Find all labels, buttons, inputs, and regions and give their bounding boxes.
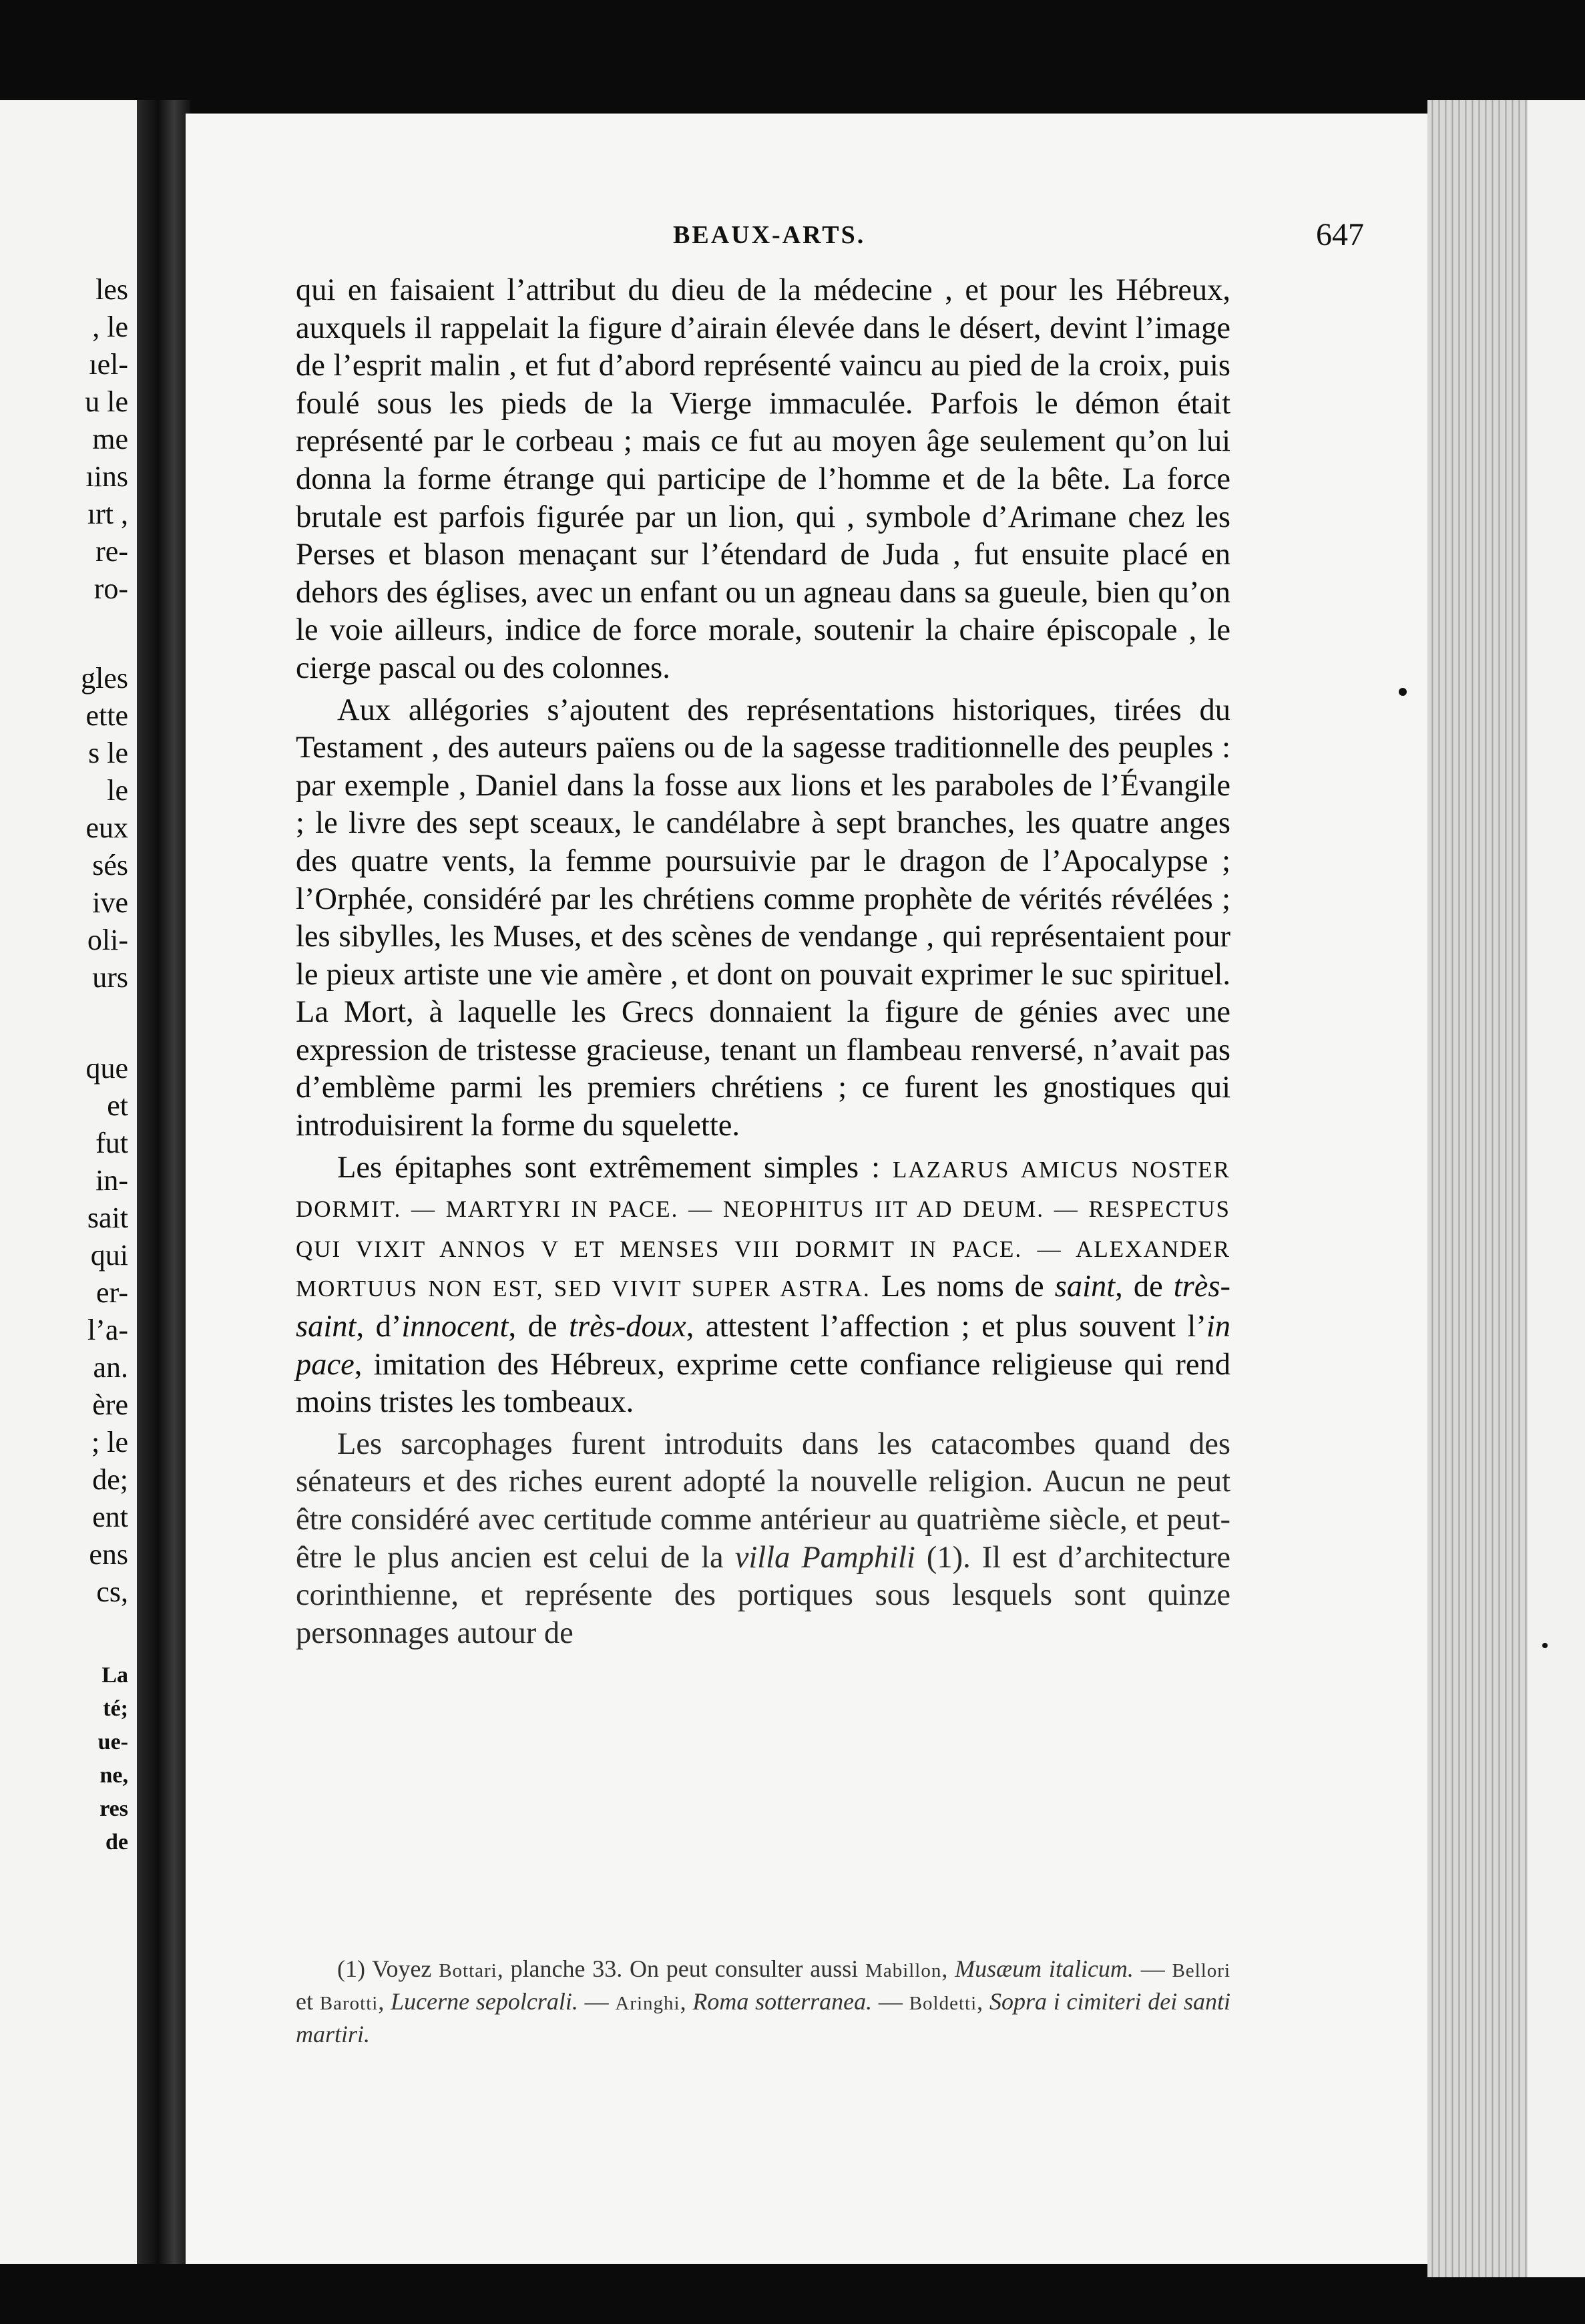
- left-line: me: [92, 423, 128, 455]
- footnote-title: Lucerne sepolcrali.: [391, 1988, 578, 2015]
- left-line: s le: [88, 737, 128, 769]
- footnote-text: (1) Voyez: [337, 1955, 439, 1982]
- left-line: eux: [85, 811, 128, 844]
- page-header: [186, 217, 1427, 260]
- left-line: ive: [92, 886, 128, 919]
- footnote-text: , planche 33. On peut consulter aussi: [497, 1955, 866, 1982]
- left-line: res: [99, 1796, 128, 1821]
- left-line: oli-: [87, 924, 128, 956]
- italic-term: villa Pamphili: [734, 1540, 915, 1575]
- scan-speck: [1542, 1643, 1548, 1648]
- footnote-author: Boldetti: [909, 1993, 977, 2014]
- left-line: de;: [92, 1463, 128, 1496]
- left-line: re-: [95, 535, 128, 568]
- left-line: er-: [96, 1276, 128, 1309]
- page-number: 647: [1316, 217, 1364, 252]
- left-page-fragment: [0, 100, 147, 2264]
- left-line: sés: [92, 849, 128, 882]
- left-line: ue-: [97, 1730, 128, 1754]
- left-line: sait: [87, 1201, 128, 1234]
- paragraph-text: Aux allégories s’ajoutent des représentations historiques, tirées du Testament , des auteurs païens ou de la sagesse traditionnelle des peuples : par exemple , Daniel dans la fosse aux lions et les paraboles de l’Évangile ; le livre des sept sceaux, le candélabre à sept branches, les quatre anges des quatre vents, la femme poursuivie par le dragon de l’Apocalypse ; l’Orphée, considéré par les chrétiens comme prophète de vérités révélées ; les sibylles, les Muses, et des scènes de vendange , qui représentaient pour le pieux artiste une vie amère , et dont on pouvait exprimer le suc spirituel. La Mort, à laquelle les Grecs donnaient la figure de génies avec une expression de tristesse gracieuse, tenant un flambeau renversé, n’avait pas d’emblème parmi les premiers chrétiens ; ce furent les gnostiques qui introduisirent la forme du squelette.: [296, 693, 1230, 1143]
- footnote-text: ,: [680, 1988, 693, 2015]
- epitaph: — RESPECTUS QUI VIXIT ANNOS V ET MENSES VIII DORMIT IN PACE.: [296, 1196, 1231, 1262]
- body-text: [296, 272, 1230, 1652]
- footnote-author: Bottari: [439, 1960, 497, 1981]
- left-line: l’a-: [87, 1314, 128, 1346]
- italic-term: très-doux: [569, 1310, 686, 1344]
- italic-term: saint: [1054, 1270, 1116, 1304]
- left-line: ne,: [99, 1763, 128, 1788]
- left-line: gles: [81, 662, 128, 695]
- left-line: ro-: [93, 572, 128, 605]
- footnote-text: —: [1133, 1955, 1172, 1982]
- left-line: ıins: [85, 460, 128, 493]
- scan-speck: [1399, 688, 1407, 696]
- italic-term: très-saint: [296, 1270, 1231, 1344]
- footnote-title: Musæum italicum.: [955, 1955, 1134, 1982]
- footnote-text: —: [578, 1988, 616, 2015]
- epitaph: — NEOPHITUS IIT AD DEUM.: [678, 1196, 1045, 1223]
- paragraph-text: , d’: [356, 1310, 402, 1344]
- left-line: qui: [90, 1239, 128, 1272]
- paragraph-text: , de: [508, 1310, 570, 1344]
- left-line: ent: [92, 1501, 128, 1533]
- left-line: ette: [85, 699, 128, 732]
- epitaph: — ALEXANDER MORTUUS NON EST, SED VIVIT SUPER ASTRA.: [296, 1235, 1230, 1302]
- epitaph: LAZARUS AMICUS NOSTER DORMIT.: [296, 1156, 1230, 1223]
- paragraph: [296, 272, 1230, 688]
- book-gutter: [137, 100, 190, 2264]
- left-line: , le: [92, 311, 128, 343]
- left-line: le: [107, 774, 128, 807]
- left-line: fut: [95, 1127, 128, 1159]
- footnote-text: ,: [941, 1955, 955, 1982]
- page-edges: [1427, 100, 1528, 2277]
- left-line: ırt ,: [87, 498, 128, 530]
- left-line: ère: [92, 1388, 128, 1421]
- book-page: [186, 114, 1427, 2264]
- left-line: les: [95, 273, 128, 306]
- paragraph-text: (1). Il est d’architecture corinthienne, et représente des portiques sous lesquels sont quinze personnages autour de: [296, 1540, 1231, 1650]
- paragraph: [296, 692, 1230, 1145]
- paragraph-text: , de: [1115, 1270, 1174, 1304]
- footnote-title: Sopra i cimiteri dei santi martiri.: [296, 1988, 1231, 2048]
- left-line: urs: [92, 961, 128, 994]
- paragraph-text: Les épitaphes sont extrêmement simples :: [337, 1150, 893, 1185]
- page-edge-margin: [1528, 100, 1585, 2277]
- running-title: BEAUX-ARTS.: [673, 221, 866, 249]
- footnote-author: Barotti: [319, 1993, 379, 2014]
- left-line: La: [101, 1663, 128, 1688]
- footnote-title: Roma sotterranea.: [692, 1988, 873, 2015]
- left-line: ; le: [91, 1426, 128, 1459]
- italic-term: innocent: [401, 1310, 509, 1344]
- paragraph-text: , attestent l’affection ; et plus souvent l’: [686, 1310, 1206, 1344]
- left-line: et: [107, 1089, 128, 1122]
- paragraph: [296, 1426, 1230, 1653]
- paragraph-text: Les sarcophages furent introduits dans les catacombes quand des sénateurs et des riches eurent adopté la nouvelle religion. Aucun ne peut être considéré avec certitude comme antérieur au quatrième siècle, et peut-être le plus ancien est celui de la: [296, 1426, 1230, 1575]
- left-line: té;: [103, 1696, 128, 1721]
- left-line: u le: [85, 385, 128, 418]
- paragraph-epitaphs: [296, 1149, 1230, 1422]
- left-line: que: [85, 1052, 128, 1085]
- left-line: ens: [89, 1538, 128, 1571]
- left-line: de: [105, 1830, 128, 1855]
- paragraph-text: Les noms de: [870, 1270, 1055, 1304]
- footnote-text: —: [872, 1988, 909, 2015]
- left-line: an.: [93, 1351, 128, 1384]
- footnote-text: ,: [977, 1988, 989, 2015]
- paragraph-text: , imitation des Hébreux, exprime cette confiance religieuse qui rend moins tristes les tombeaux.: [296, 1347, 1230, 1420]
- footnote-text: ,: [378, 1988, 391, 2015]
- left-line: cs,: [96, 1575, 128, 1608]
- footnote-author: Aringhi: [615, 1993, 680, 2014]
- footnote-author: Bellori: [1172, 1960, 1231, 1981]
- left-line: ıel-: [89, 348, 128, 381]
- epitaph: — MARTYRI IN PACE.: [401, 1196, 679, 1223]
- footnote: [296, 1953, 1230, 2050]
- italic-term: in pace: [296, 1310, 1231, 1382]
- left-line: in-: [95, 1164, 128, 1197]
- footnote-author: Mabillon: [865, 1960, 942, 1981]
- paragraph-text: qui en faisaient l’attribut du dieu de la médecine , et pour les Hébreux, auxquels il rappelait la figure d’airain élevée dans le désert, devint l’image de l’esprit malin , et fut d’abord représenté vaincu au pied de la croix, puis foulé sous les pieds de la Vierge immaculée. Parfois le démon était représenté par le corbeau ; mais ce fut au moyen âge seulement qu’on lui donna la forme étrange qui participe de l’homme et de la bête. La force brutale est parfois figurée par un lion, qui , symbole d’Arimane chez les Perses et blason menaçant sur l’étendard de Juda , fut ensuite placé en dehors des églises, avec un enfant ou un agneau dans sa gueule, bien qu’on le voie ailleurs, indice de force morale, soutenir la chaire épiscopale , le cierge pascal ou des colonnes.: [296, 273, 1230, 685]
- footnote-text: et: [296, 1988, 320, 2015]
